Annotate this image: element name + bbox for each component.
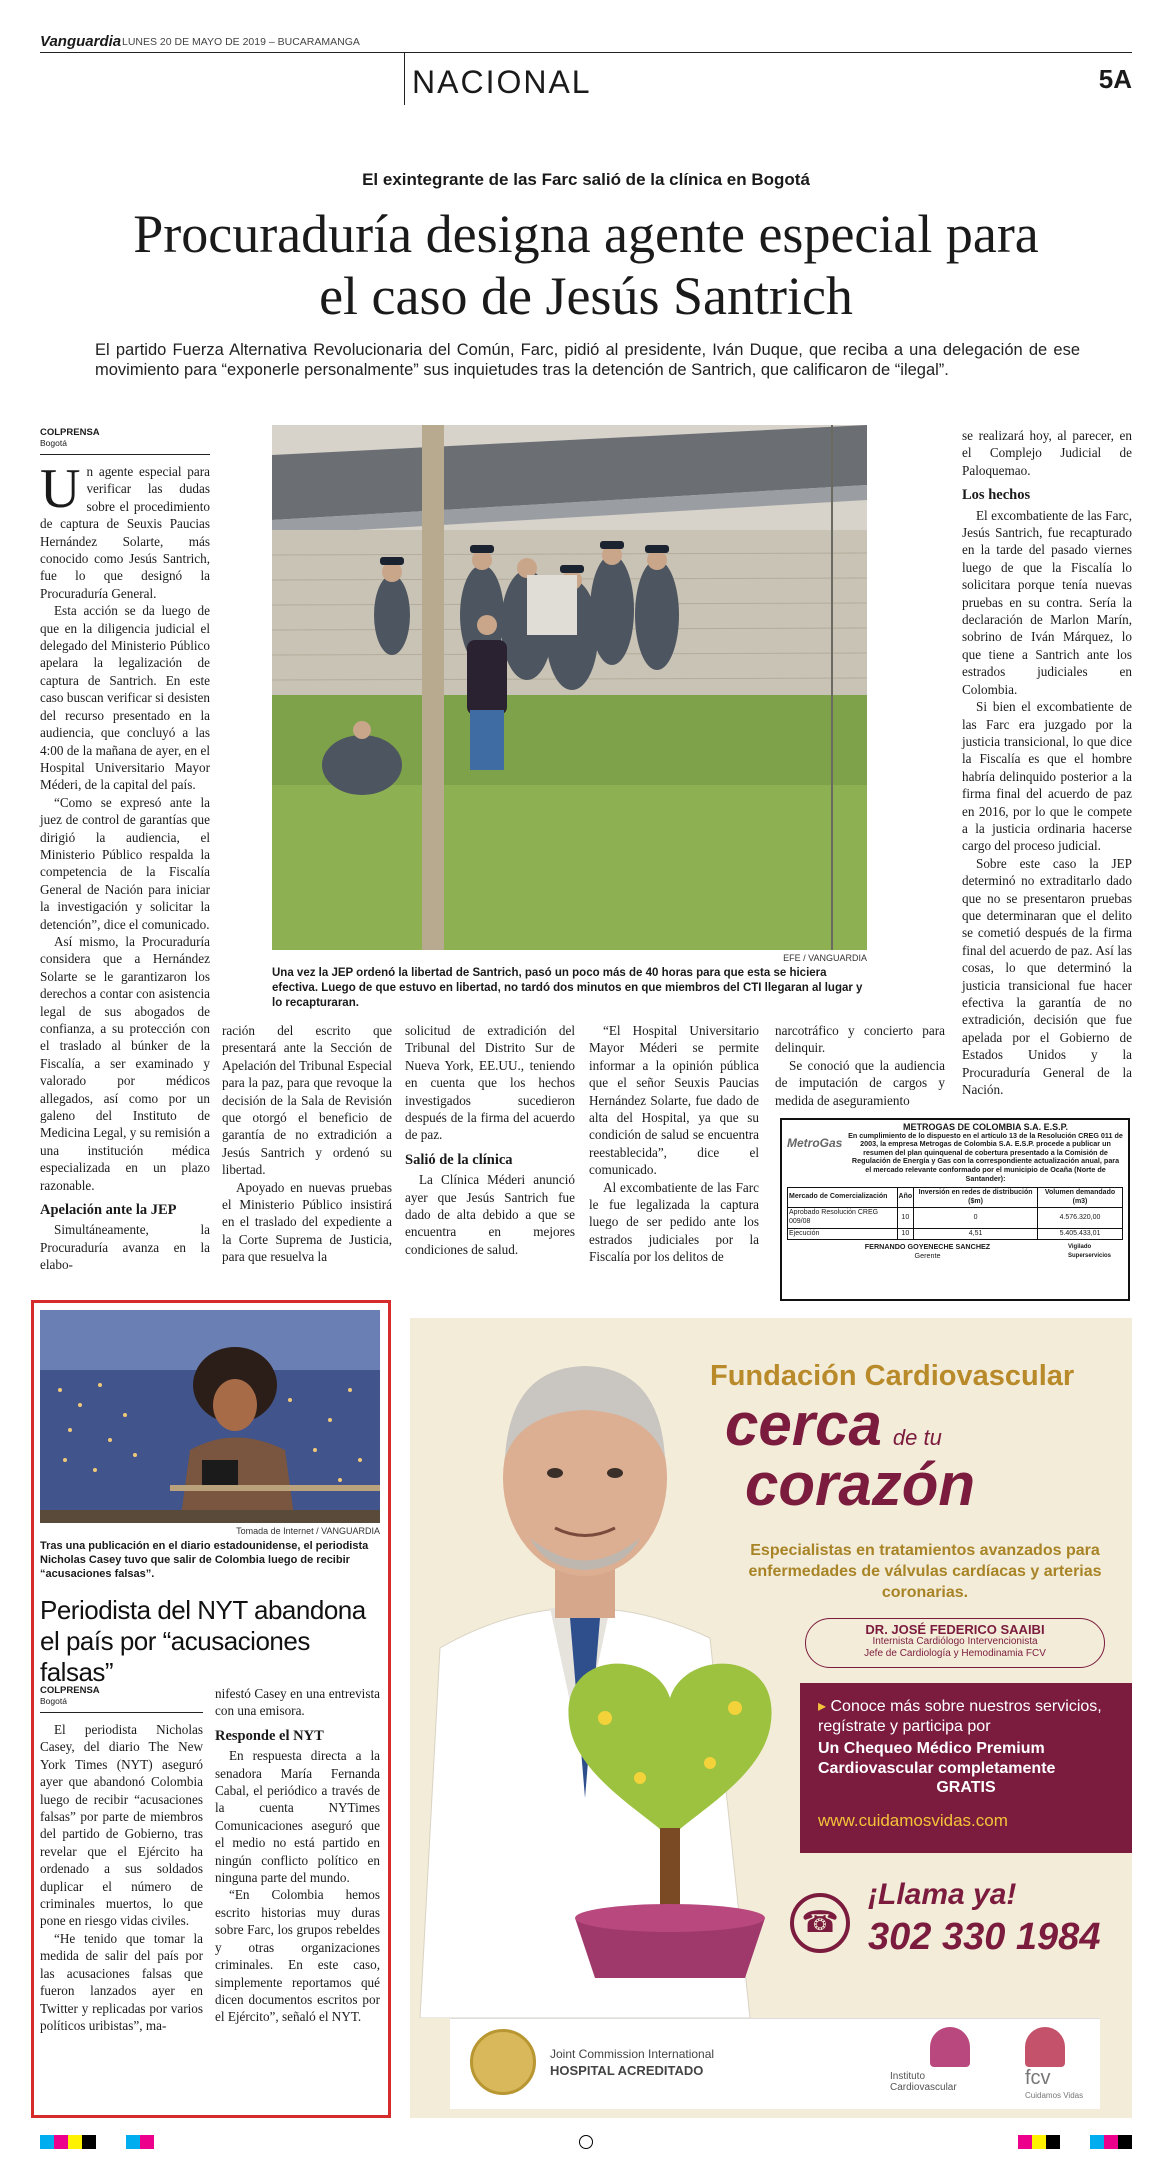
heart-tree-icon bbox=[545, 1638, 795, 2018]
registration-mark-icon bbox=[579, 2135, 593, 2149]
page-number: 5A bbox=[1098, 64, 1132, 94]
print-color-bar bbox=[40, 2135, 1132, 2149]
paragraph: ración del escrito que presentará ante la Sección de Apelación del Tribunal Especial para la paz, para que revoque la decisión de la Sala de Revisión que otorgó el beneficio de garantía de no extradición a Jesús Santrich y ordenó su libertad. bbox=[222, 1023, 392, 1178]
doctor-role-1: Internista Cardiólogo Intervencionista bbox=[872, 1636, 1038, 1647]
call-to-action[interactable] bbox=[790, 1878, 1120, 1968]
table-cell: Ejecución bbox=[788, 1228, 898, 1240]
article-body-col-6 bbox=[962, 427, 1132, 1098]
article-body-col-5 bbox=[775, 1022, 945, 1109]
jci-line-1: Joint Commission International bbox=[550, 2047, 715, 2061]
institute-line-2: Cardiovascular bbox=[890, 2082, 957, 2093]
side-body-col-1 bbox=[40, 1721, 203, 2034]
side-photo bbox=[40, 1310, 380, 1523]
article-body-col-2 bbox=[222, 1022, 392, 1266]
article-body-col-1 bbox=[40, 458, 210, 1274]
table-row bbox=[788, 1228, 1123, 1240]
table-cell: 4.576.320,00 bbox=[1038, 1208, 1123, 1228]
paragraph: “Como se expresó ante la juez de control de garantías que dirigió la audiencia, el Ministerio Público respalda la competencia de la Fiscalía General de Nación para iniciar la investigación y solicitar la detención”, dice el comunicado. bbox=[40, 794, 210, 932]
main-photo bbox=[272, 425, 867, 950]
paragraph: Se conoció que la audiencia de imputación de cargos y medida de aseguramiento bbox=[775, 1057, 945, 1108]
promo-text-3: GRATIS bbox=[936, 1779, 996, 1796]
fcv-advertisement[interactable] bbox=[410, 1318, 1132, 2118]
paragraph: n agente especial para verificar las dudas sobre el procedimiento de captura de Seuxis Paucias Hernández Solarte, más conocido como Jesús Santrich, fue lo que designó la Procuraduría General. bbox=[40, 464, 210, 601]
paragraph: “En Colombia hemos escrito historias muy duras sobre Farc, los grupos rebeldes y otras organizaciones criminales. En este caso, simplemente reportamos qué dicen documentos escritos por el Ejército”, señaló el NYT. bbox=[215, 1887, 380, 2025]
paragraph: Esta acción se da luego de que en la diligencia judicial el delegado del Ministerio Público apelara la legalización de captura de Santrich. En este caso buscan verificar si desisten del recurso presentado en la audiencia, que concluyó a las 4:00 de la mañana de ayer, en el Hospital Universitario Mayor Méderi, de la capital del país. bbox=[40, 603, 210, 793]
byline-rule bbox=[40, 1712, 203, 1713]
notice-company: METROGAS DE COLOMBIA S.A. E.S.P. bbox=[902, 1122, 1069, 1132]
article-body-col-4 bbox=[589, 1022, 759, 1266]
notice-table bbox=[787, 1187, 1123, 1240]
photo-credit: EFE / VANGUARDIA bbox=[783, 953, 867, 963]
call-label: ¡Llama ya! bbox=[868, 1878, 1017, 1911]
arrest-photo-illustration bbox=[272, 425, 867, 950]
institute-label bbox=[890, 2071, 957, 2093]
side-col-1 bbox=[40, 1685, 203, 2034]
paragraph: Al excombatiente de las Farc le fue legalizada la captura luego de ser pedido ante los estrados judiciales por la Fiscalía por los delitos de bbox=[589, 1179, 759, 1265]
side-body-col-2 bbox=[215, 1685, 380, 2026]
paragraph: nifestó Casey en una entrevista con una emisora. bbox=[215, 1686, 380, 1719]
table-header: Mercado de Comercialización bbox=[788, 1188, 898, 1208]
section-title: NACIONAL bbox=[412, 64, 592, 100]
jci-line-2: HOSPITAL ACREDITADO bbox=[550, 2063, 704, 2078]
table-header: Año bbox=[897, 1188, 914, 1208]
paragraph: solicitud de extradición del Tribunal del Distrito Sur de Nueva York, EE.UU., teniendo en cuenta que los hechos investigados sucedieron después de la firma del acuerdo de paz. bbox=[405, 1023, 575, 1143]
table-cell: 5.405.433,01 bbox=[1038, 1228, 1123, 1240]
ad-tagline: Especialistas en tratamientos avanzados para enfermedades de válvulas cardíacas y arterias coronarias. bbox=[748, 1542, 1102, 1601]
ad-line-2b: de tu bbox=[892, 1425, 942, 1450]
dropcap: U bbox=[40, 458, 81, 520]
table-cell: Aprobado Resolución CREG 009/08 bbox=[788, 1208, 898, 1228]
notice-text: En cumplimiento de lo dispuesto en el artículo 13 de la Resolución CREG 011 de 2003, la empresa Metrogas de Colombia S.A. E.S.P. procede a publicar un resumen del plan quinquenal de cobertura presentado a la Comisión de Regulación de Energía y Gas con la correspondiente actualización anual, para el mercado relevante conformado por el municipio de Ocaña (Norte de Santander): bbox=[848, 1130, 1123, 1183]
kicker: El exintegrante de las Farc salió de la clínica en Bogotá bbox=[362, 170, 810, 189]
subheading: Salió de la clínica bbox=[405, 1151, 513, 1168]
promo-box[interactable] bbox=[800, 1683, 1132, 1853]
legal-notice bbox=[780, 1118, 1130, 1301]
paragraph: narcotráfico y concierto para delinquir. bbox=[775, 1023, 945, 1056]
promo-text-2: Un Chequeo Médico Premium Cardiovascular completamente bbox=[818, 1740, 1056, 1777]
paragraph: Así mismo, la Procuraduría considera que a Hernández Solarte se le garantizaron los derechos a contar con asistencia legal de sus abogados de confianza, a su protección con el traslado al búnker de la Fiscalía, a ser examinado y valorado por médicos allegados, así como por un galeno del Instituto de Medicina Legal, y su remisión a una institución médica especializada en un plazo razonable. bbox=[40, 933, 210, 1193]
paragraph: Sobre este caso la JEP determinó no extraditarlo dado que no se presentaron pruebas que determinaran que el delito se cometió después de la firma final del acuerdo de paz. Así las cosas, lo que determinó la justicia transicional fue hacer efectiva la garantía de no extradición, decisión que fue apelada por el Gobierno de Estados Unidos y la Procuraduría General de la Nación. bbox=[962, 855, 1132, 1098]
table-row bbox=[788, 1208, 1123, 1228]
byline bbox=[40, 1685, 203, 1707]
ad-line-1: Fundación Cardiovascular bbox=[710, 1360, 1075, 1392]
byline-agency: COLPRENSA bbox=[40, 1685, 100, 1696]
paragraph: El excombatiente de las Farc, Jesús Santrich, fue recapturado en la tarde del pasado viernes luego de que la Fiscalía lo solicitara porque tenía nuevas pruebas en su contra. Sería la declaración de Marlon Marín, sobrino de Iván Márquez, lo que tiene a Santrich ante los estrados judiciales en Colombia. bbox=[962, 507, 1132, 697]
superservicios-seal: Vigilado Superservicios bbox=[1068, 1244, 1112, 1259]
paragraph: En respuesta directa a la senadora María Fernanda Cabal, el periódico a través de la cuenta NYTimes Comunicaciones aseguró que el medio no está partido en ningún conflicto político en ninguna parte del mundo. bbox=[215, 1748, 380, 1886]
subheading: Apelación ante la JEP bbox=[40, 1202, 177, 1219]
headline bbox=[0, 203, 1172, 327]
paragraph: Si bien el excombatiente de las Farc era juzgado por la justicia transicional, lo que dice la Fiscalía es que el hombre habría delinquido posterior a la firma final del acuerdo de paz en 2016, por lo que le compete a la justicia ordinaria hacerse cargo del proceso judicial. bbox=[962, 699, 1132, 854]
article-body-col-3 bbox=[405, 1022, 575, 1258]
paragraph: “El Hospital Universitario Mayor Méderi se permite informar a la opinión pública que el señor Seuxis Paucias Hernández Solarte, fue dado de alta del Hospital, ya que su condición de salud se encuentra reestablecida”, dice el comunicado. bbox=[589, 1023, 759, 1178]
ad-url-link[interactable]: www.cuidamosvidas.com bbox=[818, 1811, 1008, 1830]
table-header: Volumen demandado (m3) bbox=[1038, 1188, 1123, 1208]
table-cell: 0 bbox=[914, 1208, 1038, 1228]
byline bbox=[40, 427, 210, 449]
section-divider bbox=[404, 52, 405, 105]
byline-city: Bogotá bbox=[40, 438, 67, 448]
ad-footer bbox=[450, 2018, 1100, 2109]
table-header: Inversión en redes de distribución ($m) bbox=[914, 1188, 1038, 1208]
journalist-photo-illustration bbox=[40, 1310, 380, 1523]
table-cell: 4,51 bbox=[914, 1228, 1038, 1240]
byline-agency: COLPRENSA bbox=[40, 427, 100, 438]
photo-caption: Una vez la JEP ordenó la libertad de Santrich, pasó un poco más de 40 horas para que esta se hiciera efectiva. Luego de que estuvo en libertad, no tardó dos minutos en que miembros del CTI llegaran al lugar y lo recapturaran. bbox=[272, 967, 863, 1009]
paragraph: se realizará hoy, al parecer, en el Complejo Judicial de Paloquemao. bbox=[962, 428, 1132, 478]
byline-city: Bogotá bbox=[40, 1696, 67, 1706]
phone-icon: ☎ bbox=[790, 1893, 850, 1953]
doctor-role-2: Jefe de Cardiología y Hemodinamia FCV bbox=[864, 1648, 1046, 1659]
subheading: Los hechos bbox=[962, 487, 1031, 504]
dateline: LUNES 20 DE MAYO DE 2019 – BUCARAMANGA bbox=[122, 36, 360, 48]
fcv-logo-text: fcv bbox=[1025, 2067, 1051, 2089]
doctor-badge bbox=[805, 1618, 1105, 1668]
header-rule bbox=[40, 52, 1132, 53]
doctor-name: DR. JOSÉ FEDERICO SAAIBI bbox=[865, 1622, 1045, 1637]
promo-text-1: ▸ Conoce más sobre nuestros servicios, regístrate y participa por bbox=[818, 1698, 1102, 1735]
paragraph: Apoyado en nuevas pruebas el Ministerio Público insistirá en el traslado del expediente a la Corte Suprema de Justicia, para que resuelva la bbox=[222, 1179, 392, 1265]
jci-seal-icon bbox=[470, 2029, 536, 2095]
headline-line-1: Procuraduría designa agente especial para bbox=[133, 204, 1039, 264]
headline-line-2: el caso de Jesús Santrich bbox=[319, 266, 853, 326]
fcv-slogan: Cuidamos Vidas bbox=[1025, 2091, 1084, 2100]
phone-number[interactable]: 302 330 1984 bbox=[868, 1916, 1101, 1958]
ad-line-2a: cerca bbox=[725, 1391, 882, 1458]
ad-line-3: corazón bbox=[745, 1451, 976, 1518]
article-col-1 bbox=[40, 427, 210, 1274]
notice-signer: FERNANDO GOYENECHE SANCHEZ bbox=[864, 1242, 991, 1252]
tree-logo-icon bbox=[930, 2027, 970, 2067]
side-photo-caption: Tras una publicación en el diario estadounidense, el periodista Nicholas Casey tuvo que salir de Colombia luego de recibir “acusaciones falsas”. bbox=[40, 1540, 369, 1580]
fcv-logo-icon bbox=[1025, 2027, 1065, 2067]
table-cell: 10 bbox=[897, 1228, 914, 1240]
metrogas-logo: MetroGas bbox=[787, 1136, 843, 1150]
institute-line-1: Instituto bbox=[890, 2071, 926, 2082]
side-photo-credit: Tomada de Internet / VANGUARDIA bbox=[236, 1526, 380, 1536]
chevron-right-icon: ▸ bbox=[818, 1698, 827, 1715]
byline-rule bbox=[40, 454, 210, 455]
masthead-brand: Vanguardia bbox=[40, 33, 122, 50]
table-cell: 10 bbox=[897, 1208, 914, 1228]
paragraph: Simultáneamente, la Procuraduría avanza en la elabo- bbox=[40, 1222, 210, 1273]
lead-paragraph: El partido Fuerza Alternativa Revolucionaria del Común, Farc, pidió al presidente, Iván Duque, que reciba a una delegación de ese movimiento para “exponerle personalmente” sus inquietudes tras la detención de Santrich, que calificaron de “ilegal”. bbox=[95, 341, 1080, 379]
paragraph: El periodista Nicholas Casey, del diario The New York Times (NYT) aseguró ayer que abandonó Colombia luego de recibir “acusaciones falsas” por parte de miembros del partido de Gobierno, tras revelar que el Ejército ha ordenado a sus soldados duplicar el número de criminales muertos, lo que pone en riesgo vidas civiles. bbox=[40, 1722, 203, 1929]
notice-signer-role: Gerente bbox=[914, 1250, 941, 1260]
paragraph: “He tenido que tomar la medida de salir del país por las acusaciones falsas que fueron lanzados ayer en Twitter y replicadas por varios políticos uribistas”, ma- bbox=[40, 1930, 203, 2033]
subheading: Responde el NYT bbox=[215, 1727, 324, 1744]
paragraph: La Clínica Méderi anunció ayer que Jesús Santrich fue dado de alta debido a que se encuentra en mejores condiciones de salud. bbox=[405, 1172, 575, 1257]
side-headline: Periodista del NYT abandona el país por “acusaciones falsas” bbox=[40, 1595, 366, 1687]
